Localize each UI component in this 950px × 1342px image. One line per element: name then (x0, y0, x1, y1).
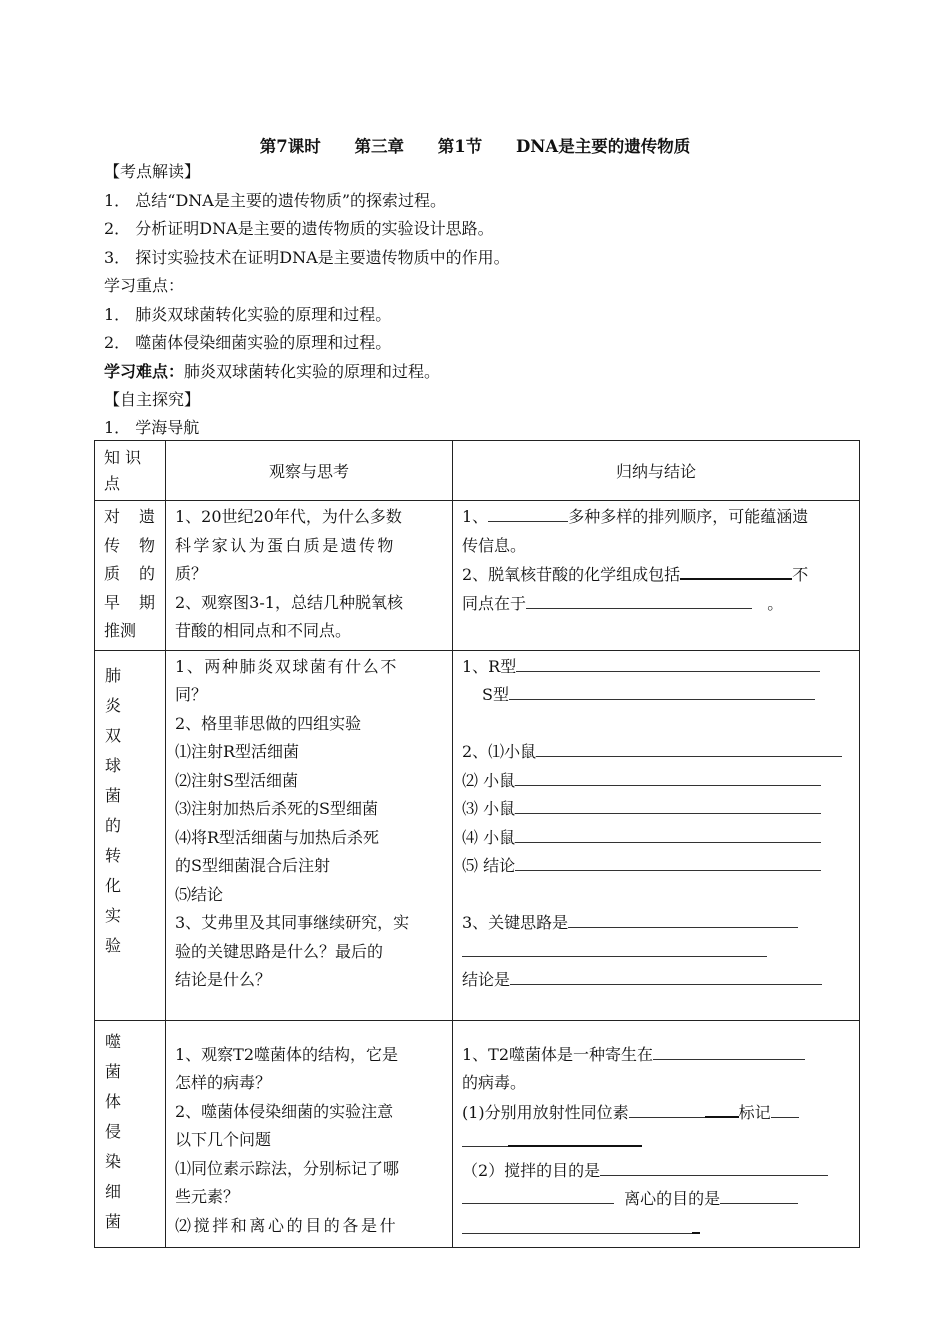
row2-observe: 1、两种肺炎双球菌有什么不 同？ 2、格里菲思做的四组实验 ⑴注射R型活细菌 ⑵注射S型活细菌 ⑶注射加热后杀死的S型细菌 ⑷将R型活细菌与加热后杀死 的S型细菌混合后注射 ⑸结论 3、艾弗里及其同事继续研究，实 验的关键思路是什么？最后的 结论是什么？ (166, 650, 453, 1020)
nandian-text: 肺炎双球菌转化实验的原理和过程。 (184, 362, 441, 381)
zhongdian-item-2: 2． 噬菌体侵染细菌实验的原理和过程。 (104, 333, 392, 352)
section-label: 第1节 (437, 137, 483, 156)
zhongdian-item-1: 1． 肺炎双球菌转化实验的原理和过程。 (104, 305, 392, 324)
row1-knowledge: 对 遗 传 物 质 的 早 期 推测 (95, 501, 166, 651)
blank-2 (680, 560, 792, 580)
kaodian-item-1: 1． 总结“DNA是主要的遗传物质”的探索过程。 (104, 191, 447, 210)
topic-label: DNA是主要的遗传物质 (516, 137, 691, 156)
row1-conclude: 1、 多种多样的排列顺序，可能蕴涵遗 传信息。 2、脱氧核苷酸的化学组成包括 不 同点在于 。 (453, 501, 860, 651)
row3-conclude: 1、T2噬菌体是一种寄生在 的病毒。 (1)分别用放射性同位素 标记 （2）搅拌的目的是 离心的目的是 (453, 1020, 860, 1248)
row3-observe: 1、观察T2噬菌体的结构，它是 怎样的病毒？ 2、噬菌体侵染细菌的实验注意 以下几个问题 ⑴同位素示踪法，分别标记了哪 些元素？ ⑵搅拌和离心的目的各是什 (166, 1020, 453, 1248)
kaodian-item-2: 2． 分析证明DNA是主要的遗传物质的实验设计思路。 (104, 219, 494, 238)
header-conclude: 归纳与结论 (453, 441, 860, 501)
nandian-label: 学习难点： (104, 362, 185, 381)
row2-conclude: 1、R型 S型 2、⑴小鼠 ⑵ 小鼠 ⑶ 小鼠 ⑷ 小鼠 ⑸ 结论 3、关键思路是 结论是 (453, 650, 860, 1020)
zhongdian-heading: 学习重点： (104, 276, 185, 295)
zizhu-sub: 1． 学海导航 (104, 418, 200, 437)
blank-3 (526, 590, 752, 609)
zizhu-heading: 【自主探究】 (104, 390, 201, 409)
kaodian-heading: 【考点解读】 (104, 162, 201, 181)
nandian-line (104, 362, 440, 382)
study-table (94, 440, 860, 1248)
header-knowledge: 知 识 点 (95, 441, 166, 501)
page-title (0, 133, 950, 157)
row2-knowledge: 肺 炎 双 球 菌 的 转 化 实 验 (95, 650, 166, 1020)
row1-observe: 1、20世纪20年代，为什么多数 科学家认为蛋白质是遗传物 质？ 2、观察图3-1，总结几种脱氧核 苷酸的相同点和不同点。 (166, 501, 453, 651)
kaodian-item-3: 3． 探讨实验技术在证明DNA是主要遗传物质中的作用。 (104, 248, 510, 267)
header-observe: 观察与思考 (166, 441, 453, 501)
row3-knowledge: 噬 菌 体 侵 染 细 菌 (95, 1020, 166, 1248)
blank-1 (488, 503, 568, 522)
chapter-label: 第三章 (354, 137, 405, 156)
lesson-label: 第7课时 (259, 137, 321, 156)
